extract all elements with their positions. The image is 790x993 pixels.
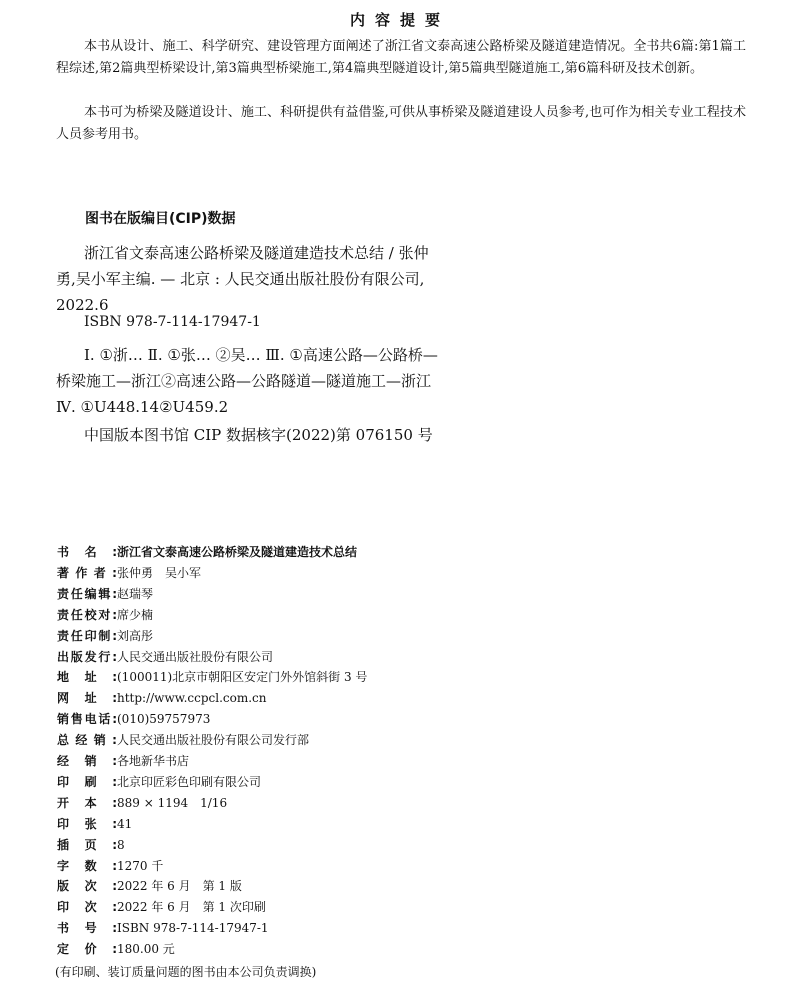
imprint-label: 定 价 : bbox=[57, 942, 117, 956]
imprint-row bbox=[57, 711, 210, 727]
imprint-row bbox=[57, 690, 266, 706]
imprint-label: 插 页 : bbox=[57, 838, 117, 852]
imprint-label: 开 本 : bbox=[57, 796, 117, 810]
imprint-row bbox=[57, 628, 153, 644]
summary-paragraph-1: 本书从设计、施工、科学研究、建设管理方面阐述了浙江省文泰高速公路桥梁及隧道建造情况。全书共6篇:第1篇工程综述,第2篇典型桥梁设计,第3篇典型桥梁施工,第4篇典型隧道设计,第5篇典型隧道施工,第6篇科研及技术创新。 bbox=[56, 39, 746, 76]
imprint-value: 2022 年 6 月 第 1 次印刷 bbox=[117, 900, 266, 914]
imprint-label: 出 版 发 行 : bbox=[57, 650, 117, 664]
imprint-value: 人民交通出版社股份有限公司发行部 bbox=[117, 733, 310, 747]
imprint-value: 8 bbox=[117, 838, 125, 852]
imprint-label: 书 号 : bbox=[57, 921, 117, 935]
imprint-row bbox=[57, 920, 269, 936]
imprint-label: 责 任 校 对 : bbox=[57, 608, 117, 622]
imprint-row bbox=[57, 837, 125, 853]
imprint-label: 责 任 编 辑 : bbox=[57, 587, 117, 601]
imprint-value: 北京印匠彩色印刷有限公司 bbox=[117, 775, 262, 789]
imprint-label: 字 数 : bbox=[57, 859, 117, 873]
imprint-label: 经 销 : bbox=[57, 754, 117, 768]
imprint-value: 张仲勇 吴小军 bbox=[117, 566, 202, 580]
imprint-value: 刘高彤 bbox=[117, 629, 154, 643]
imprint-label: 销 售 电 话 : bbox=[57, 712, 117, 726]
imprint-row bbox=[57, 565, 201, 581]
imprint-row bbox=[57, 816, 132, 832]
imprint-value: 2022 年 6 月 第 1 版 bbox=[117, 879, 242, 893]
imprint-row bbox=[57, 649, 273, 665]
imprint-row bbox=[57, 544, 357, 560]
imprint-value: 889 × 1194 1/16 bbox=[117, 796, 228, 810]
imprint-value: (100011)北京市朝阳区安定门外外馆斜街 3 号 bbox=[117, 670, 368, 684]
imprint-value: http://www.ccpcl.com.cn bbox=[117, 691, 267, 705]
imprint-row bbox=[57, 753, 189, 769]
imprint-row bbox=[57, 878, 242, 894]
imprint-value: 180.00 元 bbox=[117, 942, 175, 956]
cip-record-number: 中国版本图书馆 CIP 数据核字(2022)第 076150 号 bbox=[84, 426, 433, 444]
imprint-row bbox=[57, 899, 266, 915]
imprint-value: 席少楠 bbox=[117, 608, 154, 622]
imprint-value: 41 bbox=[117, 817, 133, 831]
imprint-label: 版 次 : bbox=[57, 879, 117, 893]
imprint-row bbox=[57, 774, 261, 790]
imprint-value: 1270 千 bbox=[117, 859, 164, 873]
imprint-row bbox=[57, 941, 175, 957]
cip-classification: Ⅰ. ①浙… Ⅱ. ①张… ②吴… Ⅲ. ①高速公路—公路桥—桥梁施工—浙江②高速公路—公路隧道—隧道施工—浙江 Ⅳ. ①U448.14②U459.2 bbox=[56, 346, 438, 416]
cip-main-entry: 浙江省文泰高速公路桥梁及隧道建造技术总结 / 张仲勇,吴小军主编. — 北京 : 人民交通出版社股份有限公司, 2022.6 bbox=[56, 244, 429, 314]
imprint-label: 著 作 者 : bbox=[57, 566, 117, 580]
imprint-label: 地 址 : bbox=[57, 670, 117, 684]
cip-heading: 图书在版编目(CIP)数据 bbox=[85, 211, 236, 227]
summary-paragraph-2: 本书可为桥梁及隧道设计、施工、科研提供有益借鉴,可供从事桥梁及隧道建设人员参考,也可作为相关专业工程技术人员参考用书。 bbox=[56, 105, 746, 142]
imprint-value: ISBN 978-7-114-17947-1 bbox=[117, 921, 269, 935]
imprint-value: 赵瑞琴 bbox=[117, 587, 154, 601]
imprint-row bbox=[57, 669, 367, 685]
imprint-label: 网 址 : bbox=[57, 691, 117, 705]
summary-title: 内容提要 bbox=[349, 11, 450, 29]
imprint-note: (有印刷、装订质量问题的图书由本公司负责调换) bbox=[55, 965, 317, 979]
imprint-value: (010)59757973 bbox=[117, 712, 211, 726]
cip-isbn: ISBN 978-7-114-17947-1 bbox=[84, 314, 261, 330]
imprint-row bbox=[57, 586, 153, 602]
imprint-label: 印 张 : bbox=[57, 817, 117, 831]
imprint-label: 总 经 销 : bbox=[57, 733, 117, 747]
imprint-label: 责 任 印 制 : bbox=[57, 629, 117, 643]
imprint-row bbox=[57, 858, 163, 874]
imprint-value: 人民交通出版社股份有限公司 bbox=[117, 650, 274, 664]
imprint-value: 各地新华书店 bbox=[117, 754, 190, 768]
imprint-label: 印 次 : bbox=[57, 900, 117, 914]
imprint-row bbox=[57, 795, 227, 811]
imprint-row bbox=[57, 732, 309, 748]
imprint-value: 浙江省文泰高速公路桥梁及隧道建造技术总结 bbox=[117, 545, 358, 559]
imprint-label: 印 刷 : bbox=[57, 775, 117, 789]
imprint-label: 书 名 : bbox=[57, 545, 117, 559]
imprint-row bbox=[57, 607, 153, 623]
